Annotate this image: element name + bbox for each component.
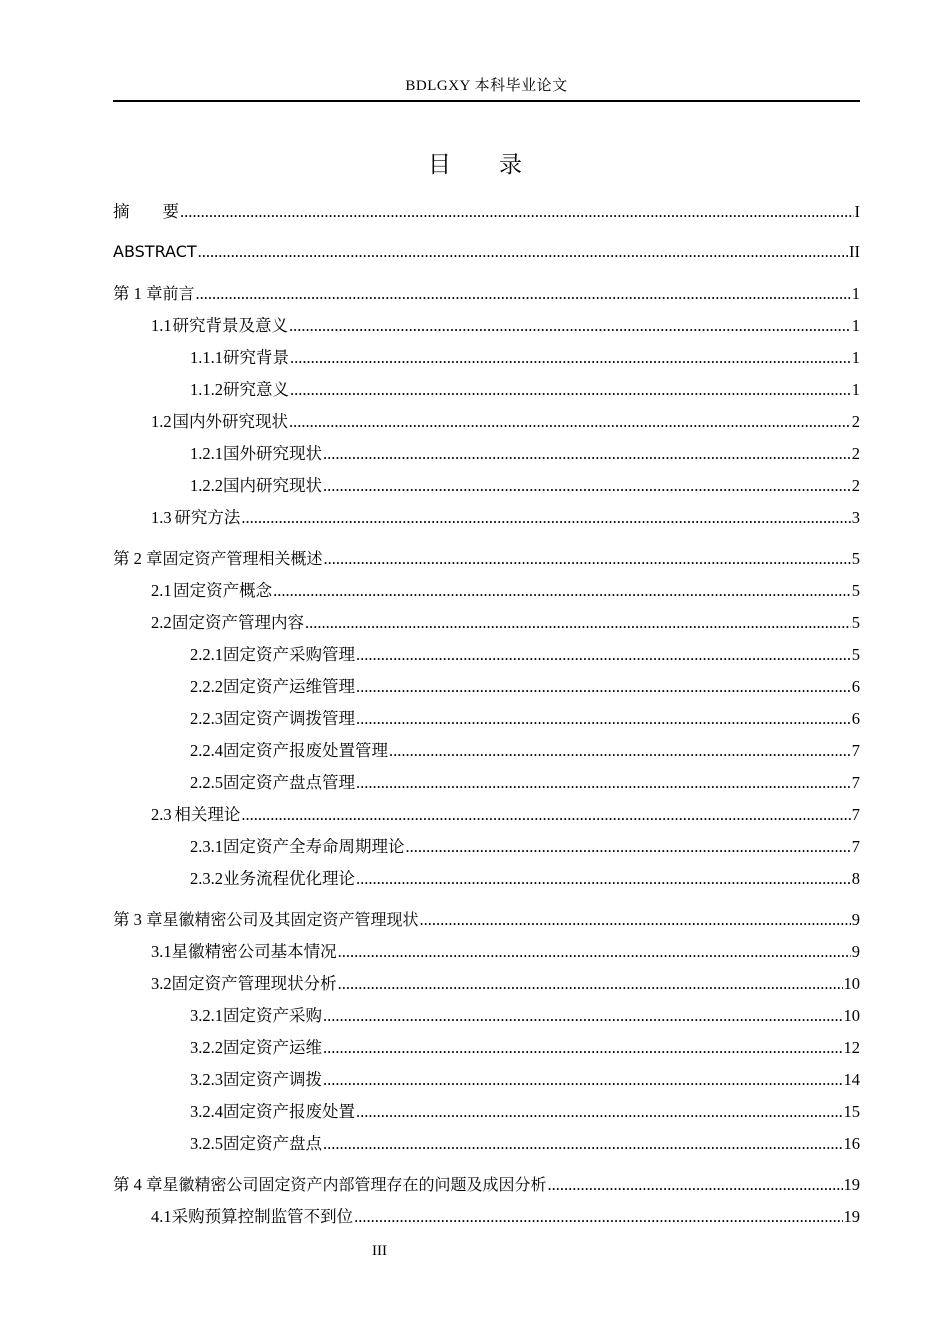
toc-leader-dots bbox=[241, 506, 850, 530]
toc-entry-page: 7 bbox=[851, 837, 860, 856]
toc-leader-dots bbox=[273, 579, 851, 603]
toc-entry[interactable] bbox=[190, 771, 860, 795]
toc-entry[interactable] bbox=[113, 1173, 860, 1197]
toc-entry-number: 3.1 bbox=[151, 942, 172, 961]
toc-leader-dots bbox=[389, 739, 851, 763]
toc-leader-dots bbox=[323, 442, 851, 466]
toc-title-first: 目 bbox=[428, 152, 451, 178]
toc-leader-dots bbox=[356, 643, 851, 667]
toc-entry-page: 1 bbox=[851, 316, 860, 335]
toc-leader-dots bbox=[305, 611, 851, 635]
toc-entry-number: 2.2.4 bbox=[190, 741, 223, 760]
toc-entry-number: 1.3 bbox=[151, 508, 172, 527]
toc-entry-page: 7 bbox=[851, 773, 860, 792]
toc-entry[interactable] bbox=[190, 867, 860, 891]
toc-entry-page: 7 bbox=[851, 741, 860, 760]
toc-entry-title: 固定资产运维管理 bbox=[223, 677, 355, 696]
toc-entry-number: 2.3.1 bbox=[190, 837, 223, 856]
toc-entry[interactable] bbox=[190, 643, 860, 667]
toc-entry-page: 19 bbox=[843, 1207, 860, 1226]
toc-leader-dots bbox=[323, 1132, 843, 1156]
toc-entry-page: 2 bbox=[851, 412, 860, 431]
toc-entry[interactable] bbox=[113, 908, 860, 932]
toc-entry-page: 1 bbox=[851, 380, 860, 399]
toc-entry[interactable] bbox=[190, 739, 860, 763]
toc-entry-page: 10 bbox=[843, 1006, 860, 1025]
toc-entry-page: 9 bbox=[851, 942, 860, 961]
toc-entry-title: 固定资产管理现状分析 bbox=[171, 974, 337, 993]
toc-entry[interactable] bbox=[190, 1068, 860, 1092]
running-header: BDLGXY 本科毕业论文 bbox=[405, 78, 568, 94]
toc-entry-number: 1.1.2 bbox=[190, 380, 223, 399]
toc-entry-page: 16 bbox=[843, 1134, 860, 1153]
toc-entry-number: 3.2.4 bbox=[190, 1102, 223, 1121]
toc-entry-number: 4.1 bbox=[151, 1207, 172, 1226]
toc-entry-title: 星徽精密公司固定资产内部管理存在的问题及成因分析 bbox=[162, 1175, 547, 1194]
toc-entry-number: 2.3.2 bbox=[190, 869, 223, 888]
toc-entry[interactable] bbox=[190, 1132, 860, 1156]
toc-entry-number: 2.2.2 bbox=[190, 677, 223, 696]
toc-entry-number: 第 1 章 bbox=[113, 284, 163, 303]
toc-entry-number: 2.3 bbox=[151, 805, 172, 824]
toc-entry-number: 1.1 bbox=[151, 316, 172, 335]
toc-entry-number: 2.2 bbox=[151, 613, 172, 632]
toc-entry-page: 5 bbox=[851, 645, 860, 664]
toc-leader-dots bbox=[338, 972, 843, 996]
toc-leader-dots bbox=[290, 346, 851, 370]
toc-leader-dots bbox=[289, 410, 851, 434]
toc-entry-number: 3.2.1 bbox=[190, 1006, 223, 1025]
toc-leader-dots bbox=[354, 1205, 842, 1229]
toc-entry-title: 国外研究现状 bbox=[223, 444, 322, 463]
toc-entry-page: 6 bbox=[851, 677, 860, 696]
toc-entry[interactable] bbox=[190, 835, 860, 859]
toc-leader-dots bbox=[324, 547, 851, 571]
toc-entry-page: 2 bbox=[851, 444, 860, 463]
toc-entry-page: 14 bbox=[843, 1070, 860, 1089]
toc-leader-dots bbox=[356, 771, 851, 795]
toc-leader-dots bbox=[180, 200, 854, 224]
toc-entry[interactable] bbox=[190, 474, 860, 498]
toc-leader-dots bbox=[356, 1100, 843, 1124]
toc-entry-title: 研究背景及意义 bbox=[172, 316, 289, 335]
toc-leader-dots bbox=[198, 240, 848, 264]
toc-entry-number: 1.2.1 bbox=[190, 444, 223, 463]
toc-entry-title: 业务流程优化理论 bbox=[223, 869, 355, 888]
toc-entry-title: 研究意义 bbox=[223, 380, 289, 399]
toc-entry-page: II bbox=[849, 242, 860, 261]
toc-entry[interactable] bbox=[151, 314, 860, 338]
toc-leader-dots bbox=[356, 867, 851, 891]
toc-entry-title: 研究方法 bbox=[174, 508, 241, 527]
toc-leader-dots bbox=[290, 378, 851, 402]
toc-title bbox=[0, 146, 950, 179]
toc-entry[interactable] bbox=[190, 442, 860, 466]
toc-entry-title: 固定资产盘点 bbox=[223, 1134, 322, 1153]
toc-entry-title: 固定资产运维 bbox=[223, 1038, 322, 1057]
toc-entry-number: 第 3 章 bbox=[113, 910, 163, 929]
toc-entry-title: 采购预算控制监管不到位 bbox=[171, 1207, 354, 1226]
toc-leader-dots bbox=[323, 474, 851, 498]
toc-entry-page: 1 bbox=[851, 348, 860, 367]
toc-entry[interactable] bbox=[190, 346, 860, 370]
toc-entry[interactable] bbox=[113, 240, 860, 264]
toc-entry-page: 1 bbox=[851, 284, 860, 303]
toc-entry[interactable] bbox=[151, 940, 860, 964]
toc-entry[interactable] bbox=[151, 1205, 860, 1229]
toc-entry-number: 第 4 章 bbox=[113, 1175, 163, 1194]
toc-entry-title: 前言 bbox=[162, 284, 195, 303]
toc-entry-number: 3.2.5 bbox=[190, 1134, 223, 1153]
toc-entry-page: 9 bbox=[851, 910, 860, 929]
toc-entry[interactable] bbox=[113, 547, 860, 571]
toc-entry-title: 相关理论 bbox=[174, 805, 241, 824]
toc-entry[interactable] bbox=[151, 410, 860, 434]
toc-entry-page: 8 bbox=[851, 869, 860, 888]
toc-entry-page: 15 bbox=[843, 1102, 860, 1121]
toc-entry[interactable] bbox=[151, 972, 860, 996]
toc-leader-dots bbox=[323, 1068, 843, 1092]
toc-entry-page: 5 bbox=[851, 613, 860, 632]
toc-entry-page: 6 bbox=[851, 709, 860, 728]
toc-entry-number: 2.1 bbox=[151, 581, 172, 600]
toc-leader-dots bbox=[241, 803, 850, 827]
toc-entry-number: 2.2.1 bbox=[190, 645, 223, 664]
toc-entry-title: 星徽精密公司及其固定资产管理现状 bbox=[162, 910, 419, 929]
toc-entry-page: 7 bbox=[851, 805, 860, 824]
toc-leader-dots bbox=[420, 908, 851, 932]
toc-entry-number: 3.2.3 bbox=[190, 1070, 223, 1089]
footer-page-number: III bbox=[372, 1243, 387, 1259]
toc-entry-number: 2.2.5 bbox=[190, 773, 223, 792]
toc-entry-page: 19 bbox=[843, 1175, 860, 1194]
toc-entry-number: 第 2 章 bbox=[113, 549, 163, 568]
toc-entry[interactable] bbox=[190, 1004, 860, 1028]
toc-entry[interactable] bbox=[190, 378, 860, 402]
toc-entry-number: 2.2.3 bbox=[190, 709, 223, 728]
toc-entry-number: 摘 要 bbox=[113, 202, 179, 221]
toc-entry[interactable] bbox=[151, 611, 860, 635]
toc-leader-dots bbox=[323, 1036, 843, 1060]
toc-leader-dots bbox=[356, 707, 851, 731]
toc-entry-title: 固定资产调拨管理 bbox=[223, 709, 355, 728]
toc-entry-page: 2 bbox=[851, 476, 860, 495]
toc-entry[interactable] bbox=[190, 707, 860, 731]
toc-entry[interactable] bbox=[151, 803, 860, 827]
toc-entry-number: 1.2 bbox=[151, 412, 172, 431]
toc-entry-title: 固定资产采购管理 bbox=[223, 645, 355, 664]
toc-entry-title: 固定资产盘点管理 bbox=[223, 773, 355, 792]
toc-entry-page: 3 bbox=[851, 508, 860, 527]
toc-entry-page: 5 bbox=[851, 581, 860, 600]
toc-entry-number: 1.2.2 bbox=[190, 476, 223, 495]
toc-title-second: 录 bbox=[499, 152, 522, 178]
toc-entry[interactable] bbox=[113, 200, 860, 224]
toc-entry-title: 固定资产管理内容 bbox=[171, 613, 304, 632]
toc-entry-title: 国内研究现状 bbox=[223, 476, 322, 495]
toc-entry-page: 12 bbox=[843, 1038, 860, 1057]
toc-entry-title: 固定资产概念 bbox=[173, 581, 273, 600]
toc-leader-dots bbox=[356, 675, 851, 699]
toc-leader-dots bbox=[338, 940, 851, 964]
toc-entry-title: 固定资产采购 bbox=[223, 1006, 322, 1025]
toc-entry-number: ABSTRACT bbox=[113, 242, 197, 261]
toc-entry-title: 固定资产调拨 bbox=[223, 1070, 322, 1089]
toc-entry[interactable] bbox=[190, 1036, 860, 1060]
toc-leader-dots bbox=[548, 1173, 843, 1197]
toc-entry-number: 1.1.1 bbox=[190, 348, 223, 367]
toc-entry-title: 国内外研究现状 bbox=[172, 412, 289, 431]
toc-entry[interactable] bbox=[151, 506, 860, 530]
toc-entry-title: 研究背景 bbox=[223, 348, 289, 367]
toc-entry[interactable] bbox=[190, 675, 860, 699]
toc-leader-dots bbox=[323, 1004, 843, 1028]
toc-entry-page: 10 bbox=[843, 974, 860, 993]
toc-entry-title: 固定资产全寿命周期理论 bbox=[223, 837, 405, 856]
toc-entry[interactable] bbox=[190, 1100, 860, 1124]
toc-leader-dots bbox=[196, 282, 851, 306]
toc-entry-title: 固定资产报废处置 bbox=[223, 1102, 355, 1121]
toc-entry-number: 3.2.2 bbox=[190, 1038, 223, 1057]
toc-entry[interactable] bbox=[151, 579, 860, 603]
toc-entry-page: I bbox=[854, 202, 860, 221]
toc-entry-title: 固定资产管理相关概述 bbox=[162, 549, 323, 568]
toc-entry-title: 星徽精密公司基本情况 bbox=[171, 942, 337, 961]
toc-entry[interactable] bbox=[113, 282, 860, 306]
toc-entry-page: 5 bbox=[851, 549, 860, 568]
toc-entry-title: 固定资产报废处置管理 bbox=[223, 741, 388, 760]
toc-entry-number: 3.2 bbox=[151, 974, 172, 993]
toc-leader-dots bbox=[289, 314, 851, 338]
header-rule bbox=[113, 100, 860, 102]
toc-leader-dots bbox=[406, 835, 851, 859]
